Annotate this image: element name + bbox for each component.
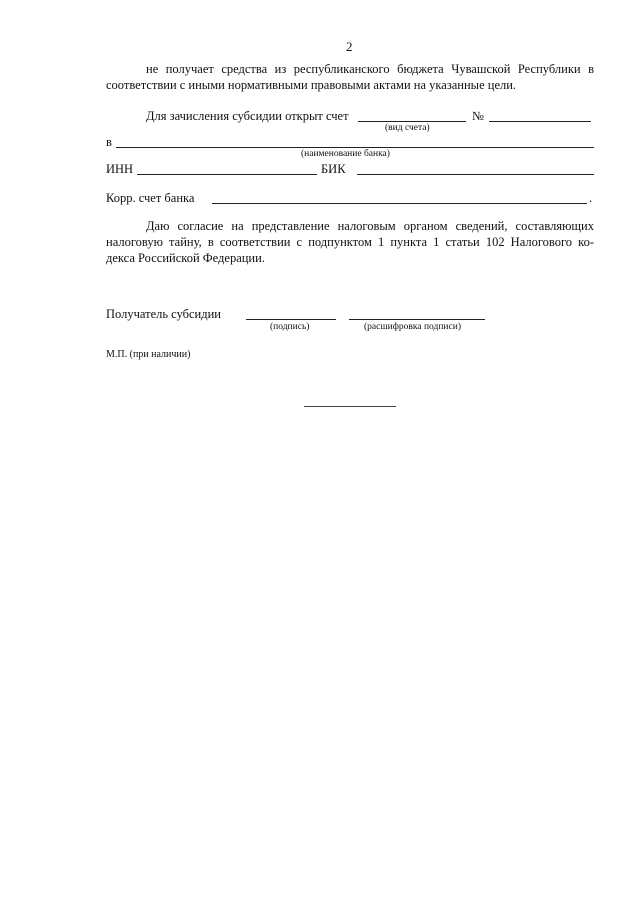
consent-line2: налоговую тайну, в соответствии с подпунктом 1 пункта 1 статьи 102 Налогового ко- [106, 235, 594, 249]
signature-field[interactable] [246, 319, 336, 320]
corr-account-field[interactable] [212, 203, 587, 204]
bik-label: БИК [321, 162, 346, 176]
account-label: Для зачисления субсидии открыт счет [146, 109, 349, 123]
signature-decode-field[interactable] [349, 319, 485, 320]
signature-caption: (подпись) [270, 322, 310, 332]
bank-in-label: в [106, 135, 112, 149]
bik-field[interactable] [357, 174, 594, 175]
page-number: 2 [346, 39, 353, 54]
signature-decode-caption: (расшифровка подписи) [364, 322, 461, 332]
inn-label: ИНН [106, 162, 134, 176]
corr-account-label: Корр. счет банка [106, 191, 195, 205]
account-number-field[interactable] [489, 121, 591, 122]
bank-name-field[interactable] [116, 147, 594, 148]
recipient-label: Получатель субсидии [106, 307, 221, 321]
inn-field[interactable] [137, 174, 317, 175]
para1-line1: не получает средства из республиканского бюджета Чувашской Республики в [146, 62, 594, 76]
account-type-field[interactable] [358, 121, 466, 122]
consent-line1: Даю согласие на представление налоговым органом сведений, составляющих [146, 219, 594, 233]
bank-name-caption: (наименование банка) [301, 149, 390, 159]
para1-line2: соответствии с иными нормативными правовыми актами на указанные цели. [106, 78, 517, 92]
account-number-sign: № [472, 109, 484, 123]
end-divider [304, 406, 396, 407]
corr-account-period: . [589, 191, 593, 205]
account-type-caption: (вид счета) [385, 123, 430, 133]
consent-line3: декса Российской Федерации. [106, 251, 265, 265]
stamp-label: М.П. (при наличии) [106, 349, 191, 360]
